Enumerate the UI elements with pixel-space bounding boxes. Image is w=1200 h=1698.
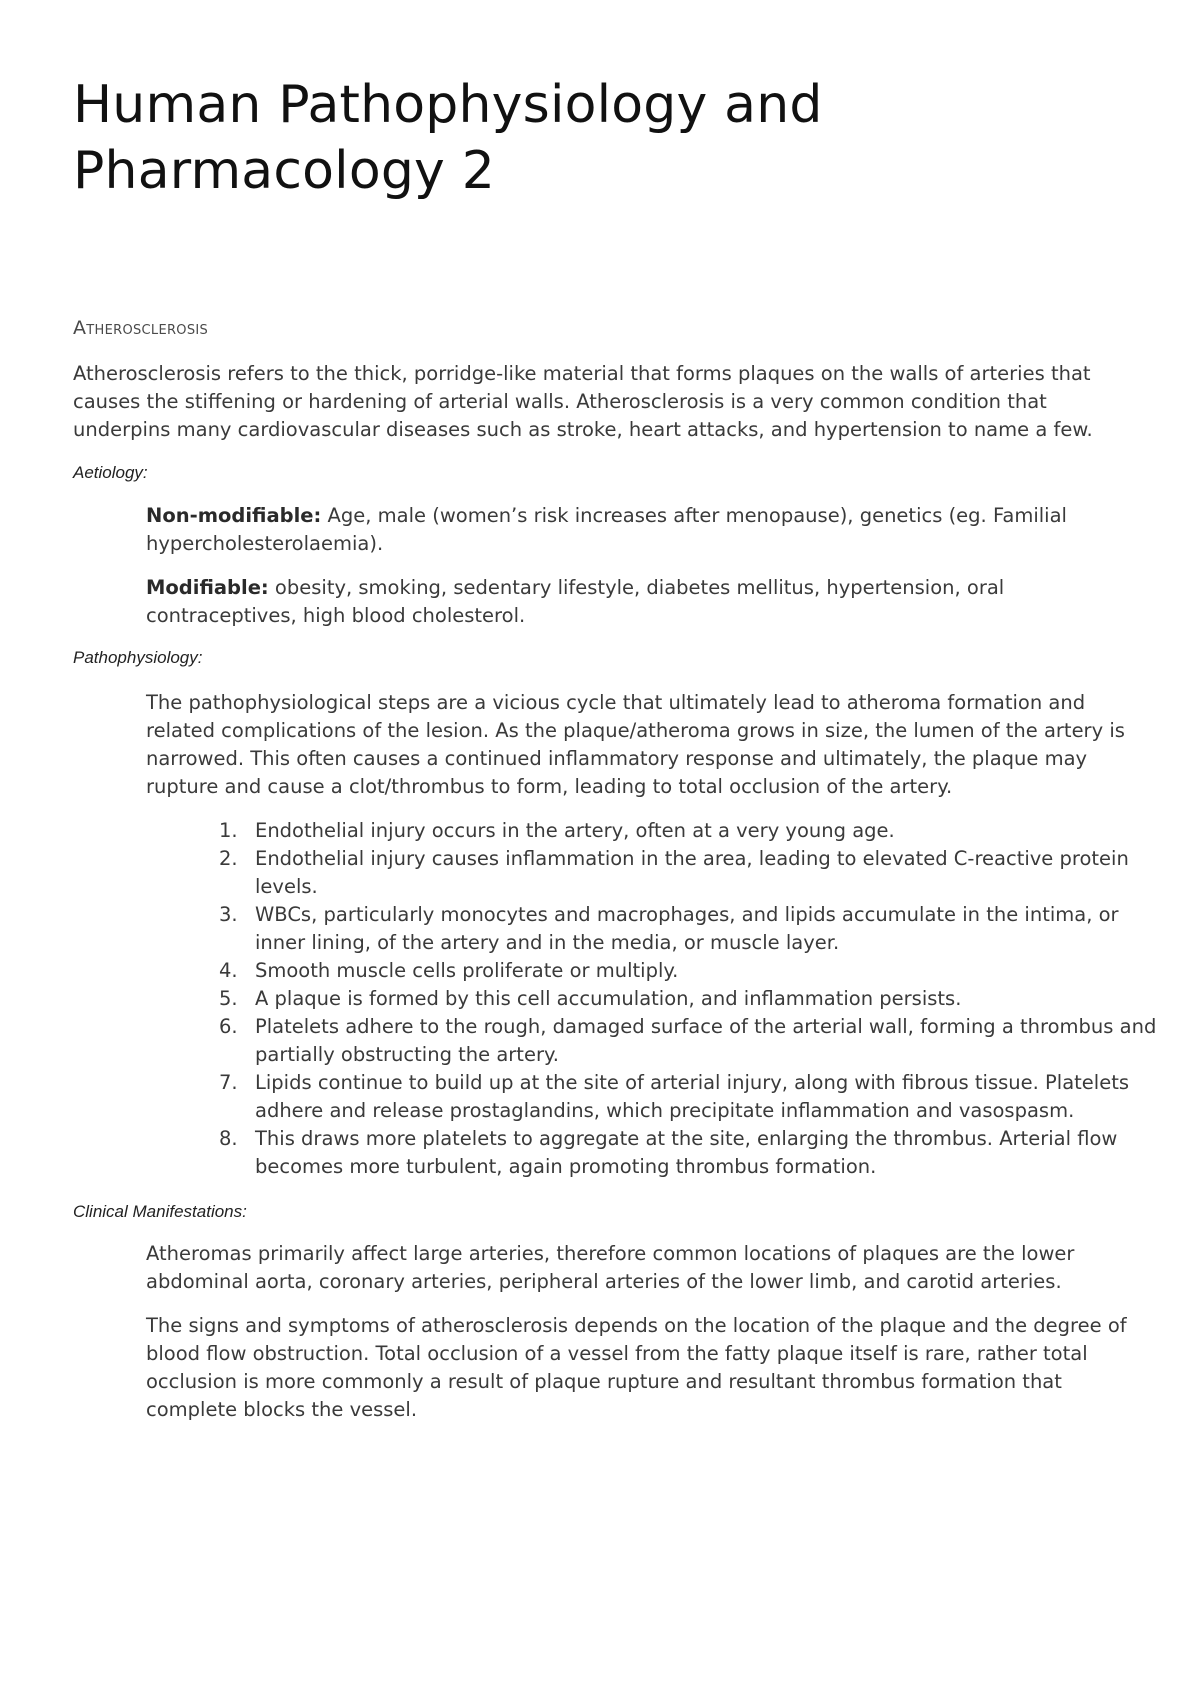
- list-item-text: Endothelial injury occurs in the artery, often at a very young age.: [255, 819, 895, 842]
- clinical-paragraph-2: The signs and symptoms of atherosclerosis depends on the location of the plaque and the degree of blood flow obstruction. Total occlusion of a vessel from the fatty plaque itself is rare, rather total occlusion is more commonly a result of plaque rupture and resultant thrombus formation that complete blocks the vessel.: [146, 1314, 1127, 1421]
- list-item-number: 4.: [219, 959, 238, 982]
- list-item-number: 1.: [219, 819, 238, 842]
- pathophysiology-steps-list: [73, 817, 1157, 1181]
- list-item-number: 7.: [219, 1071, 238, 1094]
- clinical-paragraph-1: Atheromas primarily affect large arteries, therefore common locations of plaques are the lower abdominal aorta, coronary arteries, peripheral arteries of the lower limb, and carotid arteries.: [146, 1242, 1075, 1293]
- list-item: [219, 817, 1160, 845]
- list-item: [219, 1069, 1160, 1125]
- list-item-text: Lipids continue to build up at the site of arterial injury, along with fibrous tissue. Platelets adhere and release prostaglandins, which precipitate inflammation and vasospasm.: [255, 1071, 1130, 1122]
- list-item: [219, 957, 1160, 985]
- modifiable-text: obesity, smoking, sedentary lifestyle, diabetes mellitus, hypertension, oral contraceptives, high blood cholesterol.: [146, 576, 1005, 627]
- list-item-text: Endothelial injury causes inflammation in the area, leading to elevated C-reactive protein levels.: [255, 847, 1129, 898]
- non-modifiable-risk-factors: [146, 502, 1131, 558]
- non-modifiable-text: Age, male (women’s risk increases after menopause), genetics (eg. Familial hypercholesterolaemia).: [146, 504, 1067, 555]
- non-modifiable-label: Non-modifiable:: [146, 504, 322, 527]
- list-item: [219, 1013, 1160, 1069]
- title-line-2: Pharmacology 2: [73, 141, 496, 201]
- section-heading-atherosclerosis: Atherosclerosis: [73, 317, 209, 339]
- list-item: [219, 985, 1160, 1013]
- clinical-manifestations-heading: Clinical Manifestations:: [73, 1202, 247, 1221]
- intro-paragraph: Atherosclerosis refers to the thick, porridge-like material that forms plaques on the walls of arteries that causes the stiffening or hardening of arterial walls. Atherosclerosis is a very common condition that underpins many cardiovascular diseases such as stroke, heart attacks, and hypertension to name a few.: [73, 362, 1093, 441]
- list-item: [219, 1125, 1160, 1181]
- modifiable-risk-factors: [146, 574, 1131, 630]
- list-item-text: Smooth muscle cells proliferate or multiply.: [255, 959, 679, 982]
- aetiology-heading: Aetiology:: [73, 463, 148, 482]
- list-item-text: Platelets adhere to the rough, damaged surface of the arterial wall, forming a thrombus and partially obstructing the artery.: [255, 1015, 1157, 1066]
- list-item-text: A plaque is formed by this cell accumulation, and inflammation persists.: [255, 987, 962, 1010]
- list-item: [219, 845, 1160, 901]
- pathophysiology-heading: Pathophysiology:: [73, 648, 203, 667]
- list-item-number: 8.: [219, 1127, 238, 1150]
- title-line-1: Human Pathophysiology and: [73, 75, 823, 135]
- list-item: [219, 901, 1160, 957]
- list-item-text: WBCs, particularly monocytes and macrophages, and lipids accumulate in the intima, or inner lining, of the artery and in the media, or muscle layer.: [255, 903, 1119, 954]
- document-title: [73, 72, 1140, 204]
- modifiable-label: Modifiable:: [146, 576, 269, 599]
- list-item-number: 5.: [219, 987, 238, 1010]
- list-item-number: 3.: [219, 903, 238, 926]
- list-item-number: 2.: [219, 847, 238, 870]
- pathophysiology-paragraph: The pathophysiological steps are a vicious cycle that ultimately lead to atheroma formation and related complications of the lesion. As the plaque/atheroma grows in size, the lumen of the artery is narrowed. This often causes a continued inflammatory response and ultimately, the plaque may rupture and cause a clot/thrombus to form, leading to total occlusion of the artery.: [146, 691, 1125, 798]
- list-item-number: 6.: [219, 1015, 238, 1038]
- list-item-text: This draws more platelets to aggregate at the site, enlarging the thrombus. Arterial flow becomes more turbulent, again promoting thrombus formation.: [255, 1127, 1118, 1178]
